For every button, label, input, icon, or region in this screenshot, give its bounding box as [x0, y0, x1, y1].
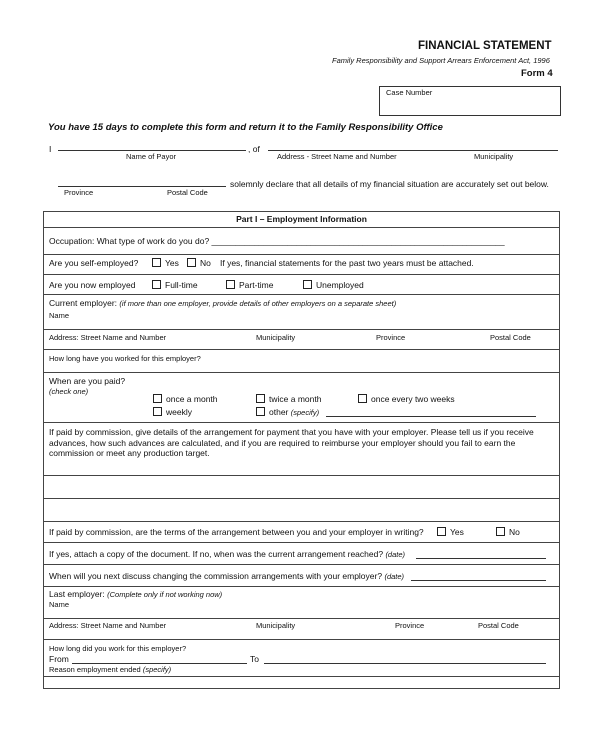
- divider: [44, 254, 559, 255]
- employment-information-section: [43, 211, 560, 689]
- divider: [44, 274, 559, 275]
- postal-code-caption: Postal Code: [167, 188, 208, 197]
- divider: [44, 227, 559, 228]
- last-employer-label: Last employer: (Complete only if not working now): [49, 589, 223, 599]
- last-employer-postal-label: Postal Code: [478, 621, 519, 630]
- weekly-option[interactable]: weekly: [153, 407, 192, 417]
- other-option[interactable]: other (specify): [256, 407, 319, 417]
- address-caption: Address - Street Name and Number: [277, 152, 397, 161]
- declaration-text: solemnly declare that all details of my financial situation are accurately set out below.: [230, 179, 549, 189]
- commission-writing-no[interactable]: No: [496, 527, 520, 537]
- self-employed-question: Are you self-employed?: [49, 258, 139, 268]
- self-employed-note: If yes, financial statements for the past two years must be attached.: [220, 258, 474, 268]
- form-number: Form 4: [521, 68, 553, 79]
- checkbox-icon: [152, 258, 161, 267]
- employer-province-label: Province: [376, 333, 406, 342]
- every-two-weeks-option[interactable]: once every two weeks: [358, 394, 455, 404]
- divider: [44, 676, 559, 677]
- checkbox-icon: [153, 407, 162, 416]
- checkbox-icon: [226, 280, 235, 289]
- reason-ended-label[interactable]: Reason employment ended (specify): [49, 665, 172, 674]
- province-caption: Province: [64, 188, 94, 197]
- case-number-label: Case Number: [386, 88, 433, 97]
- employer-address-label[interactable]: Address: Street Name and Number: [49, 333, 167, 342]
- self-employed-no[interactable]: No: [187, 258, 211, 268]
- divider: [44, 498, 559, 499]
- once-a-month-option[interactable]: once a month: [153, 394, 218, 404]
- checkbox-icon: [303, 280, 312, 289]
- i-label: I: [49, 144, 52, 154]
- deadline-notice: You have 15 days to complete this form and return it to the Family Responsibility Office: [48, 122, 443, 133]
- unemployed-option[interactable]: Unemployed: [303, 280, 364, 290]
- commission-terms-question: If paid by commission, are the terms of the arrangement between you and your employer in writing?: [49, 527, 424, 537]
- arrangement-date-field[interactable]: [416, 558, 546, 559]
- payor-name-caption: Name of Payor: [126, 152, 177, 161]
- checkbox-icon: [256, 407, 265, 416]
- last-employer-municipality-label: Municipality: [256, 621, 296, 630]
- current-employer-label: Current employer: (if more than one employer, provide details of other employers on a separate sheet): [49, 298, 397, 308]
- to-date-field[interactable]: [264, 663, 546, 664]
- check-one-note: (check one): [49, 387, 89, 396]
- part-time-option[interactable]: Part-time: [226, 280, 273, 290]
- municipality-caption: Municipality: [474, 152, 514, 161]
- twice-a-month-option[interactable]: twice a month: [256, 394, 321, 404]
- last-employer-address-label[interactable]: Address: Street Name and Number: [49, 621, 167, 630]
- from-label: From: [49, 654, 69, 664]
- occupation-question[interactable]: Occupation: What type of work do you do? ______________________________________________________________: [49, 236, 505, 246]
- divider: [44, 586, 559, 587]
- last-employer-province-label: Province: [395, 621, 425, 630]
- divider: [44, 521, 559, 522]
- how-long-work-label: How long did you work for this employer?: [49, 644, 187, 653]
- form-subtitle: Family Responsibility and Support Arrears Enforcement Act, 1996: [332, 56, 550, 65]
- divider: [44, 618, 559, 619]
- checkbox-icon: [437, 527, 446, 536]
- now-employed-question: Are you now employed: [49, 280, 136, 290]
- from-date-field[interactable]: [72, 663, 247, 664]
- divider: [44, 564, 559, 565]
- divider: [44, 372, 559, 373]
- form-title: FINANCIAL STATEMENT: [418, 40, 552, 52]
- checkbox-icon: [187, 258, 196, 267]
- case-number-field[interactable]: [379, 86, 561, 116]
- checkbox-icon: [153, 394, 162, 403]
- checkbox-icon: [358, 394, 367, 403]
- self-employed-yes[interactable]: Yes: [152, 258, 179, 268]
- last-employer-name-label[interactable]: Name: [49, 600, 70, 609]
- divider: [44, 329, 559, 330]
- part1-header: Part I – Employment Information: [236, 214, 367, 224]
- divider: [44, 475, 559, 476]
- employer-postal-label: Postal Code: [490, 333, 531, 342]
- how-long-worked-label[interactable]: How long have you worked for this employer?: [49, 354, 201, 363]
- province-postal-field[interactable]: [58, 186, 226, 187]
- when-paid-question: When are you paid?: [49, 376, 126, 386]
- commission-writing-yes[interactable]: Yes: [437, 527, 464, 537]
- divider: [44, 639, 559, 640]
- commission-details-instructions: If paid by commission, give details of the arrangement for payment that you have with your employer. Please tell us if you receive advances, how such advances are calculated, and if you are required to reimburse your employer should you fail to earn the commission or meet any production target.: [49, 427, 534, 458]
- divider: [44, 349, 559, 350]
- divider: [44, 294, 559, 295]
- of-label: , of: [248, 144, 260, 154]
- checkbox-icon: [496, 527, 505, 536]
- payor-address-field[interactable]: [268, 150, 558, 151]
- checkbox-icon: [152, 280, 161, 289]
- divider: [44, 542, 559, 543]
- to-label: To: [250, 654, 259, 664]
- next-discuss-date-field[interactable]: [411, 580, 546, 581]
- payor-name-field[interactable]: [58, 150, 246, 151]
- full-time-option[interactable]: Full-time: [152, 280, 198, 290]
- divider: [44, 422, 559, 423]
- next-discuss-question: When will you next discuss changing the commission arrangements with your employer? (date): [49, 571, 405, 581]
- employer-name-label[interactable]: Name: [49, 311, 70, 320]
- checkbox-icon: [256, 394, 265, 403]
- attach-copy-question: If yes, attach a copy of the document. If no, when was the current arrangement reached? (date): [49, 549, 406, 559]
- employer-municipality-label: Municipality: [256, 333, 296, 342]
- other-specify-field[interactable]: [326, 416, 536, 417]
